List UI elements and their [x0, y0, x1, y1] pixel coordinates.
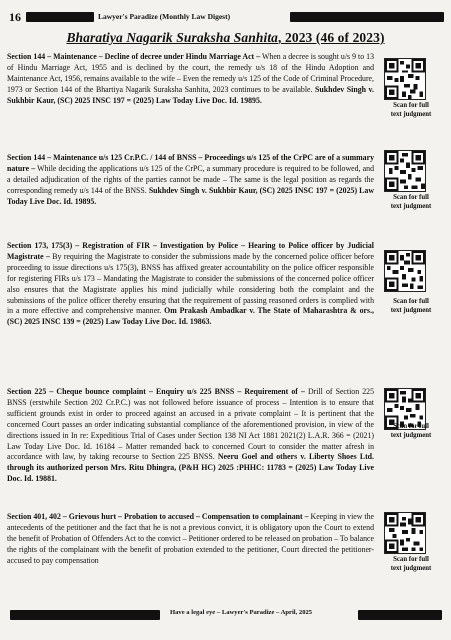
scan-label: Scan for full text judgment: [390, 298, 432, 314]
section-lead: Section 144 – Maintenance u/s 125 Cr.P.C. / 144 of BNSS – Proceedings u/s 125 of the CrPC are of a summary nature –: [7, 153, 374, 173]
section-173-fir: [7, 241, 374, 328]
header-bar-right: [290, 12, 444, 22]
section-lead: Section 144 – Maintenance – Decline of decree under Hindu Marriage Act –: [7, 52, 261, 61]
section-144-summary: [7, 153, 374, 208]
section-225-cheque: [7, 387, 374, 485]
section-body: By requiring the Magistrate to consider the submissions made by the concerned police officer before proceeding to issue directions u/s 175(3), BNSS has affixed greater accountability on the police officer responsible for registering FIRs u/s 173 – Mandating the Magistrate to consider the submissions of the concerned police officer also ensures that the Magistrate applies his mind judicially while considering both the complaint and the submissions of the police officer thereby ensuring that the requirement of passing reasoned orders is complied with in a more effective and comprehensive manner.: [7, 251, 374, 316]
qr-code[interactable]: [384, 150, 426, 192]
section-401-probation: [7, 512, 374, 567]
footer-text: Have a legal eye – Lawyer's Paradize – April, 2025: [170, 609, 313, 616]
scan-label: Scan for full text judgment: [390, 102, 432, 118]
section-lead: Section 173, 175(3) – Registration of FIR – Investigation by Police – Hearing to Police officer by Judicial Magistrate –: [7, 241, 374, 261]
footer-bar-right: [358, 610, 442, 620]
section-lead: Section 225 – Cheque bounce complaint – Enquiry u/s 225 BNSS – Requirement of –: [7, 387, 305, 396]
running-title: Lawyer's Paradize (Monthly Law Digest): [98, 12, 231, 21]
section-citation: Sukhdev Singh v. Sukhbir Kaur, (SC) 2025 INSC 197 = (2025) Law Today Live Doc. Id. 19895.: [7, 84, 374, 105]
page-number: 16: [9, 10, 21, 24]
footer-bar-left: [10, 610, 160, 620]
document-title: [0, 30, 451, 46]
title-rest: , 2023 (46 of 2023): [278, 30, 385, 45]
section-body: Drill of Section 225 BNSS (erstwhile Section 202 Cr.P.C.) was not followed before issuance of process – Intention is to ensure that sufficient grounds exist in order to proceed against an accused in a private complaint – It is pertinent that the concerned Court passes an order indicating substantial compliance of the aforementioned provision, in view of the directions issued in In re: Expeditious Trial of Cases under Section 138 NI Act 1881 2021(2) L.A.R. 366 = (2021) Law Today Live Doc. Id. 16184 – Matter remanded back to concerned Court to consider the matter afresh in accordance with law, by taking recourse to Section 225 BNSS.: [7, 387, 374, 462]
section-citation: Sukhdev Singh v. Sukhbir Kaur, (SC) 2025 INSC 197 = (2025) Law Today Live Doc. Id. 19895.: [7, 185, 374, 206]
header-bar-left: [26, 12, 94, 22]
page-footer: [0, 608, 451, 622]
qr-code[interactable]: [384, 250, 426, 292]
qr-code[interactable]: [384, 58, 426, 100]
section-citation: Om Prakash Ambadkar v. The State of Maharashtra & ors., (SC) 2025 INSC 139 = (2025) Law Today Live Doc. Id. 19863.: [7, 306, 374, 327]
title-italic: Bharatiya Nagarik Suraksha Sanhita: [66, 30, 279, 45]
scan-label: Scan for full text judgment: [390, 194, 432, 210]
section-body: Keeping in view the antecedents of the petitioner and the fact that he is not a previous convict, it is obligatory upon the Court to extend the benefit of Probation of Offenders Act to the convict – Petitioner ordered to be released on probation – To balance the rights of the complainant with the benefit of probation extended to the petitioner, Court directed the petitioner-accused to pay compensation: [7, 512, 374, 565]
page-header: [0, 10, 451, 26]
section-citation: Neeru Goel and others v. Liberty Shoes Ltd. through its authorized person Mrs. Ritu Dhingra, (P&H HC) 2025 :PHHC: 11783 = (2025) Law Today Live Doc. Id. 19881.: [7, 452, 374, 484]
section-body: When a decree is sought u/s 9 to 13 of Hindu Marriage Act, 1955 and is declined by the court, the remedy u/s 18 of the Hindu Adoption and Maintenance Act, 1956, remains available to the wife – Even the remedy u/s 125 of the Code of Criminal Procedure, 1973 or Section 144 of the Bhartiya Nagarik Suraksha Sanhita, 2023 continues to be available.: [7, 52, 374, 94]
scan-label: Scan for full text judgment: [390, 423, 432, 439]
section-body: While deciding the applications u/s 125 of the CrPC, a summary procedure is required to be followed, and a detailed adjudication of the rights of the parties cannot be made – The same is the legal position as regards the corresponding remedy u/s 144 of the BNSS.: [7, 163, 374, 195]
section-144-decree: [7, 52, 374, 107]
scan-label: Scan for full text judgment: [390, 556, 432, 572]
qr-code[interactable]: [384, 512, 426, 554]
section-lead: Section 401, 402 – Grievous hurt – Probation to accused – Compensation to complainant –: [7, 512, 309, 521]
